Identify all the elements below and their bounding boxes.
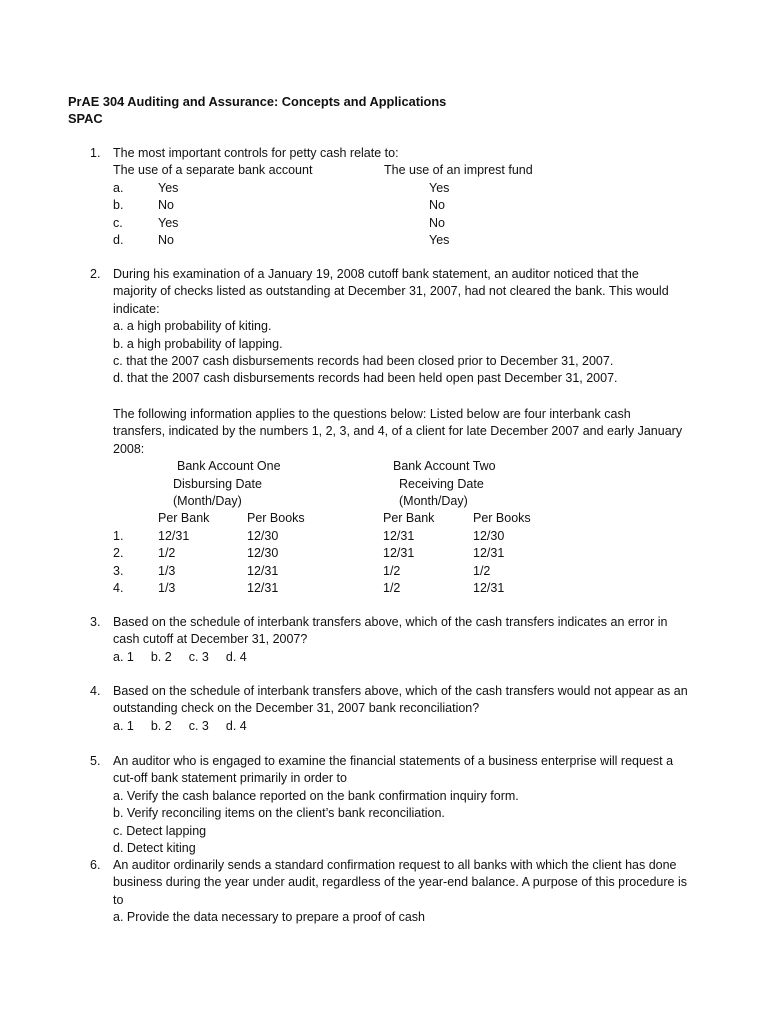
question-number: 4. (90, 684, 101, 698)
question-number: 1. (90, 146, 101, 160)
course-title: PrAE 304 Auditing and Assurance: Concepts and Applications (68, 94, 447, 109)
table-cell: 1/3 (158, 580, 176, 595)
table-group-sub-row (113, 493, 710, 510)
table-header-row (113, 510, 710, 527)
table-cell: 1/2 (383, 580, 401, 595)
table-cell: 12/31 (473, 546, 505, 561)
group-title-bank-account-two: Bank Account Two (393, 459, 496, 474)
table-cell: 12/30 (247, 546, 279, 561)
table-cell: 1/2 (383, 563, 401, 578)
question-3 (90, 614, 710, 666)
option-d: d. that the 2007 cash disbursements records had been held open past December 31, 2007. (113, 371, 618, 386)
answer-row (113, 232, 710, 249)
table-cell: 12/31 (473, 580, 505, 595)
option-b: b. a high probability of lapping. (113, 336, 283, 351)
option-a: a. 1 (113, 718, 134, 733)
info-text-line: transfers, indicated by the numbers 1, 2, 3, and 4, of a client for late December 2007 and early January (113, 424, 683, 439)
row-number: 1. (113, 528, 124, 543)
option-letter: a. (113, 180, 124, 195)
column-header-imprest-fund: The use of an imprest fund (384, 163, 533, 178)
option-value: No (429, 215, 445, 230)
question-text-line: outstanding check on the December 31, 2007 bank reconciliation? (113, 701, 480, 716)
table-cell: 12/31 (158, 528, 190, 543)
group-title-bank-account-one: Bank Account One (177, 459, 281, 474)
option-a: a. 1 (113, 649, 134, 664)
option-d: d. 4 (225, 649, 247, 664)
answer-row (113, 197, 710, 214)
options-row (113, 649, 710, 666)
option-letter: d. (113, 232, 124, 247)
column-header: Per Books (473, 511, 531, 526)
table-cell: 12/30 (247, 528, 279, 543)
question-text-line: cut-off bank statement primarily in order to (113, 771, 347, 786)
answer-table-header (113, 162, 710, 179)
option-a: a. a high probability of kiting. (113, 319, 272, 334)
option-value: No (158, 198, 174, 213)
question-text-line: majority of checks listed as outstanding at December 31, 2007, had not cleared the bank. This would (113, 284, 669, 299)
option-value: Yes (429, 180, 450, 195)
column-header: Per Bank (383, 511, 435, 526)
option-value: Yes (158, 215, 179, 230)
option-a: a. Verify the cash balance reported on the bank confirmation inquiry form. (113, 788, 519, 803)
row-number: 2. (113, 546, 124, 561)
table-group-sub-row (113, 476, 710, 493)
option-value: No (429, 198, 445, 213)
question-text-line: business during the year under audit, regardless of the year-end balance. A purpose of this procedure is (113, 875, 687, 890)
question-text-line: During his examination of a January 19, 2008 cutoff bank statement, an auditor noticed that the (113, 267, 639, 281)
table-cell: 12/31 (383, 546, 415, 561)
table-cell: 1/3 (158, 563, 176, 578)
question-4 (90, 683, 710, 735)
option-d: d. Detect kiting (113, 841, 196, 856)
question-5 (90, 753, 710, 857)
row-number: 4. (113, 580, 124, 595)
option-value: No (158, 232, 174, 247)
row-number: 3. (113, 563, 124, 578)
option-c: c. Detect lapping (113, 823, 207, 838)
column-header-separate-bank-account: The use of a separate bank account (113, 163, 313, 178)
table-row (113, 545, 710, 562)
info-text-line: 2008: (113, 441, 145, 456)
answer-row (113, 180, 710, 197)
option-a: a. Provide the data necessary to prepare a proof of cash (113, 910, 425, 925)
question-6 (90, 857, 710, 927)
question-number: 2. (90, 267, 101, 281)
question-text-line: cash cutoff at December 31, 2007? (113, 632, 308, 647)
question-number: 5. (90, 754, 101, 768)
interbank-transfer-table (113, 458, 710, 597)
answer-row (113, 215, 710, 232)
table-cell: 12/31 (247, 580, 279, 595)
option-b: b. 2 (150, 649, 172, 664)
table-row (113, 528, 710, 545)
option-letter: c. (113, 215, 123, 230)
question-number: 6. (90, 858, 101, 872)
option-c: c. 3 (188, 649, 209, 664)
document-header (68, 93, 446, 128)
question-text-line: to (113, 892, 124, 907)
disbursing-date-label: Disbursing Date (173, 476, 262, 491)
option-c: c. 3 (188, 718, 209, 733)
question-text-line: indicate: (113, 301, 160, 316)
option-c: c. that the 2007 cash disbursements records had been closed prior to December 31, 2007. (113, 354, 614, 369)
month-day-label: (Month/Day) (399, 494, 468, 508)
question-text-line: An auditor who is engaged to examine the financial statements of a business enterprise will request a (113, 754, 674, 768)
table-cell: 12/31 (383, 528, 415, 543)
option-letter: b. (113, 198, 124, 213)
section-label: SPAC (68, 111, 103, 127)
option-b: b. 2 (150, 718, 172, 733)
interbank-transfer-info (90, 406, 710, 597)
option-d: d. 4 (225, 718, 247, 733)
table-group-title-row (113, 458, 710, 475)
table-cell: 12/31 (247, 563, 279, 578)
table-cell: 1/2 (158, 546, 176, 561)
table-cell: 12/30 (473, 528, 505, 543)
question-text-line: An auditor ordinarily sends a standard confirmation request to all banks with which the client has done (113, 858, 677, 872)
question-number: 3. (90, 615, 101, 629)
question-2 (90, 266, 710, 388)
column-header: Per Bank (158, 511, 210, 526)
option-value: Yes (158, 180, 179, 195)
question-text-line: Based on the schedule of interbank transfers above, which of the cash transfers indicates an error in (113, 615, 668, 629)
month-day-label: (Month/Day) (173, 494, 242, 508)
question-1 (90, 145, 710, 249)
question-text-line: Based on the schedule of interbank transfers above, which of the cash transfers would not appear as an (113, 684, 688, 698)
table-cell: 1/2 (473, 563, 491, 578)
table-row (113, 580, 710, 597)
question-text: The most important controls for petty cash relate to: (113, 146, 399, 160)
table-row (113, 563, 710, 580)
info-text-line: The following information applies to the questions below: Listed below are four interbank cash (113, 407, 631, 421)
option-b: b. Verify reconciling items on the client’s bank reconciliation. (113, 806, 445, 821)
options-row (113, 718, 710, 735)
receiving-date-label: Receiving Date (399, 476, 484, 491)
column-header: Per Books (247, 511, 305, 526)
option-value: Yes (429, 232, 450, 247)
